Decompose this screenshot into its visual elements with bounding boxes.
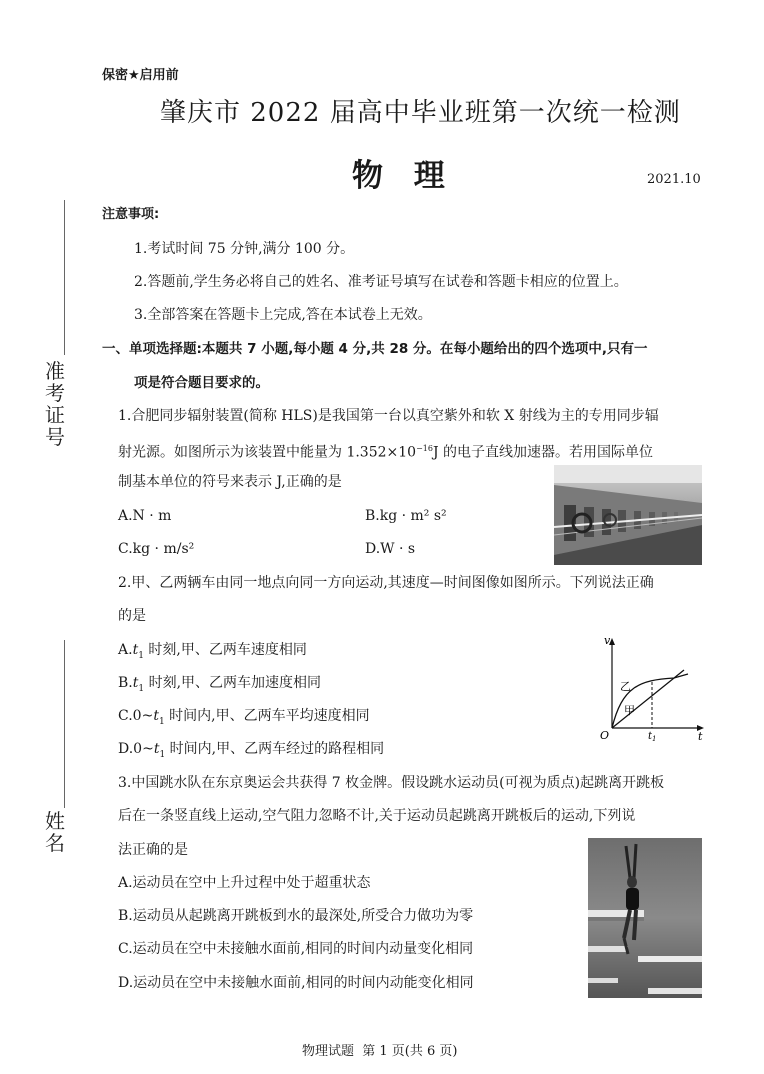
label-yi: 乙 bbox=[620, 680, 631, 693]
q2-b-sub: 1 bbox=[138, 683, 145, 694]
note-item: 1.考试时间 75 分钟,满分 100 分。 bbox=[134, 241, 355, 257]
q2-a-sub: 1 bbox=[138, 650, 144, 661]
q2-c-text: 时间内,甲、乙两车平均速度相同 bbox=[164, 708, 370, 724]
q2-a-prefix: A. bbox=[118, 642, 133, 658]
question-2-text: 2.甲、乙两辆车由同一地点向同一方向运动,其速度—时间图像如图所示。下列说法正确 bbox=[118, 575, 654, 591]
q2-c-prefix: C.0~ bbox=[118, 708, 154, 724]
v-label: v bbox=[604, 634, 611, 647]
q1-text-a: 射光源。如图所示为该装置中能量为 1.352×10 bbox=[118, 444, 417, 461]
question-3-text-line3: 法正确的是 bbox=[118, 842, 188, 858]
q2-b-prefix: B. bbox=[118, 675, 133, 691]
accelerator-photo bbox=[554, 465, 702, 565]
q1-option-d[interactable]: D.W · s bbox=[365, 541, 416, 557]
q3-option-d[interactable]: D.运动员在空中未接触水面前,相同的时间内动能变化相同 bbox=[118, 975, 474, 991]
question-3-text: 3.中国跳水队在东京奥运会共获得 7 枚金牌。假设跳水运动员(可视为质点)起跳离开跳板 bbox=[118, 775, 665, 791]
q2-d-text: 时间内,甲、乙两车经过的路程相同 bbox=[165, 741, 385, 757]
q1-option-a[interactable]: A.N · m bbox=[118, 508, 172, 524]
q3-option-b[interactable]: B.运动员从起跳离开跳板到水的最深处,所受合力做功为零 bbox=[118, 908, 474, 924]
note-item: 3.全部答案在答题卡上完成,答在本试卷上无效。 bbox=[134, 307, 432, 323]
accelerator-illustration bbox=[554, 465, 702, 565]
label-jia: 甲 bbox=[624, 704, 635, 717]
q2-option-b[interactable] bbox=[118, 674, 321, 698]
q2-c-sub: 1 bbox=[158, 716, 165, 727]
diver-photo bbox=[588, 838, 702, 998]
line-jia bbox=[612, 670, 684, 728]
section-heading: 一、单项选择题:本题共 7 小题,每小题 4 分,共 28 分。在每小题给出的四个选项中,只有一 bbox=[102, 341, 648, 357]
q1-option-c[interactable]: C.kg · m/s² bbox=[118, 541, 195, 557]
question-1-text-line3: 制基本单位的符号来表示 J,正确的是 bbox=[118, 474, 342, 490]
origin-label: O bbox=[600, 729, 610, 742]
q3-option-c[interactable]: C.运动员在空中未接触水面前,相同的时间内动量变化相同 bbox=[118, 941, 474, 957]
section-heading-cont: 项是符合题目要求的。 bbox=[134, 375, 269, 391]
q1-text-b: J 的电子直线加速器。若用国际单位 bbox=[432, 444, 654, 461]
subject-title: 物 理 bbox=[352, 158, 455, 194]
sidebar-line-top bbox=[64, 200, 65, 355]
q2-b-t: t bbox=[132, 675, 139, 691]
exam-date: 2021.10 bbox=[647, 172, 701, 187]
q2-b-text: 时刻,甲、乙两车加速度相同 bbox=[144, 675, 322, 691]
confidential-tag: 保密★启用前 bbox=[102, 68, 179, 83]
notes-heading: 注意事项: bbox=[102, 207, 160, 222]
t1-label bbox=[648, 731, 657, 742]
t1-label-t: t bbox=[648, 731, 653, 742]
q3-option-a[interactable]: A.运动员在空中上升过程中处于超重状态 bbox=[118, 875, 371, 891]
question-3-text-line2: 后在一条竖直线上运动,空气阻力忽略不计,关于运动员起跳离开跳板后的运动,下列说 bbox=[118, 808, 636, 824]
q2-option-d[interactable] bbox=[118, 740, 384, 764]
q2-option-a[interactable] bbox=[118, 641, 307, 665]
question-1-text: 1.合肥同步辐射装置(简称 HLS)是我国第一台以真空紫外和软 X 射线为主的专用同步辐 bbox=[118, 408, 659, 424]
q1-exponent: −16 bbox=[416, 444, 433, 453]
page-footer: 物理试题 第 1 页(共 6 页) bbox=[302, 1044, 458, 1059]
admission-number-label: 准考证号 bbox=[45, 359, 65, 449]
question-2-text-line2: 的是 bbox=[118, 608, 146, 624]
q1-option-b[interactable]: B.kg · m² s² bbox=[365, 508, 447, 524]
exam-title: 肇庆市 2022 届高中毕业班第一次统一检测 bbox=[160, 98, 681, 128]
t-label: t bbox=[698, 730, 703, 742]
question-1-text-line2 bbox=[118, 440, 653, 462]
note-item: 2.答题前,学生务必将自己的姓名、准考证号填写在试卷和答题卡相应的位置上。 bbox=[134, 274, 628, 290]
diver-illustration bbox=[588, 838, 702, 998]
q2-d-t: t bbox=[153, 741, 160, 757]
q2-d-sub: 1 bbox=[159, 749, 166, 760]
q2-option-c[interactable] bbox=[118, 707, 370, 731]
sidebar-line-middle bbox=[64, 640, 65, 808]
velocity-time-graph bbox=[584, 632, 708, 742]
q2-c-t: t bbox=[153, 708, 159, 724]
student-name-label: 姓名 bbox=[45, 809, 65, 855]
q2-a-t: t bbox=[132, 642, 139, 658]
q2-a-text: 时刻,甲、乙两车速度相同 bbox=[143, 642, 307, 658]
t1-label-sub: 1 bbox=[652, 735, 657, 742]
q2-d-prefix: D.0~ bbox=[118, 741, 154, 757]
